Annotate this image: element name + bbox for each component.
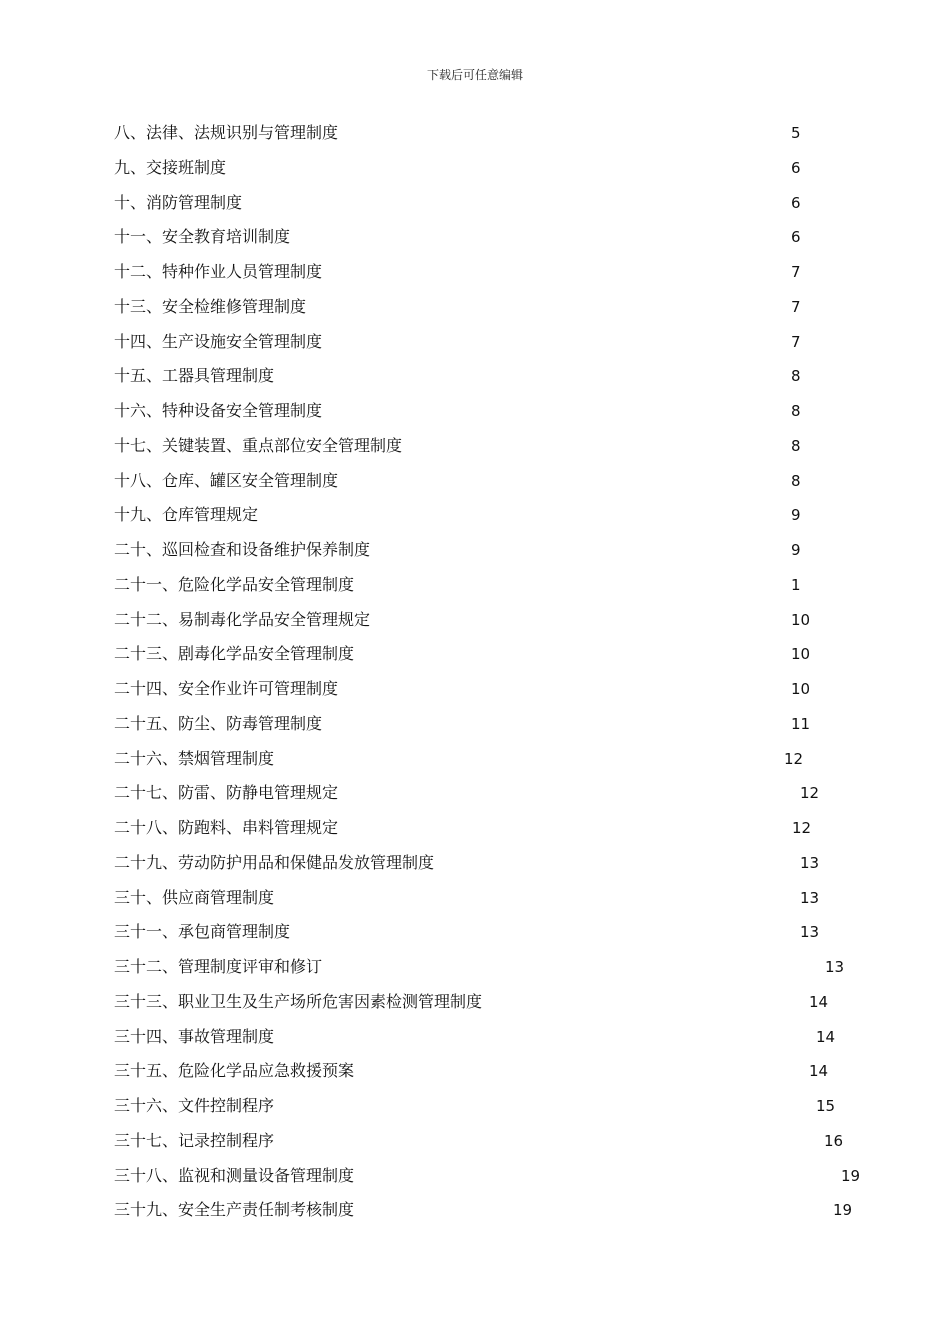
toc-entry-page: 14 <box>809 992 829 1011</box>
toc-entry-title: 三十七、记录控制程序 <box>114 1130 275 1150</box>
toc-entry-page: 12 <box>800 784 820 803</box>
toc-entry[interactable] <box>0 434 950 469</box>
toc-entry[interactable] <box>0 886 950 921</box>
toc-entry[interactable] <box>0 364 950 399</box>
toc-entry-page: 7 <box>791 297 801 316</box>
toc-entry-title: 二十二、易制毒化学品安全管理规定 <box>114 609 371 629</box>
toc-entry-page: 15 <box>816 1097 836 1115</box>
toc-entry[interactable] <box>0 225 950 260</box>
toc-entry-page: 19 <box>833 1201 853 1220</box>
toc-entry[interactable] <box>0 121 950 156</box>
toc-entry[interactable] <box>0 538 950 573</box>
toc-entry-title: 二十七、防雷、防静电管理规定 <box>114 783 339 803</box>
toc-entry-title: 八、法律、法规识别与管理制度 <box>114 123 339 142</box>
toc-entry[interactable] <box>0 851 950 886</box>
toc-entry[interactable] <box>0 642 950 677</box>
toc-entry-title: 三十五、危险化学品应急救援预案 <box>114 1061 355 1081</box>
toc-entry-title: 九、交接班制度 <box>114 157 227 177</box>
toc-entry-page: 10 <box>791 645 811 664</box>
toc-entry[interactable] <box>0 920 950 955</box>
toc-entry[interactable] <box>0 260 950 295</box>
table-of-contents <box>0 121 950 1233</box>
toc-entry[interactable] <box>0 1164 950 1199</box>
toc-entry-page: 7 <box>791 263 801 281</box>
toc-entry[interactable] <box>0 747 950 782</box>
toc-entry-title: 十七、关键装置、重点部位安全管理制度 <box>114 435 403 455</box>
toc-entry-title: 三十九、安全生产责任制考核制度 <box>114 1200 355 1220</box>
toc-entry-title: 二十一、危险化学品安全管理制度 <box>114 574 355 594</box>
page-header: 下载后可任意编辑 <box>426 68 523 82</box>
toc-entry-title: 二十八、防跑料、串料管理规定 <box>114 818 339 837</box>
toc-entry-page: 8 <box>791 402 801 420</box>
toc-entry-page: 19 <box>841 1166 861 1185</box>
toc-entry-page: 6 <box>791 228 801 247</box>
toc-entry-title: 三十一、承包商管理制度 <box>114 922 291 942</box>
toc-entry-title: 十四、生产设施安全管理制度 <box>114 331 323 351</box>
toc-entry-title: 十、消防管理制度 <box>114 192 243 212</box>
toc-entry-page: 12 <box>792 819 812 837</box>
toc-entry-title: 十一、安全教育培训制度 <box>114 227 291 247</box>
toc-entry-page: 8 <box>791 436 801 455</box>
toc-entry-title: 十九、仓库管理规定 <box>114 505 259 525</box>
toc-entry-page: 10 <box>791 680 811 698</box>
toc-entry[interactable] <box>0 573 950 608</box>
toc-entry[interactable] <box>0 816 950 851</box>
toc-entry-page: 13 <box>800 888 820 907</box>
toc-entry[interactable] <box>0 503 950 538</box>
toc-entry-page: 7 <box>791 332 801 351</box>
toc-entry[interactable] <box>0 295 950 330</box>
toc-entry-page: 13 <box>800 853 820 872</box>
toc-entry-title: 二十三、剧毒化学品安全管理制度 <box>114 644 355 664</box>
toc-entry-page: 5 <box>791 124 801 142</box>
toc-entry-title: 三十、供应商管理制度 <box>114 887 275 907</box>
toc-entry-page: 8 <box>791 471 801 490</box>
toc-entry-title: 十二、特种作业人员管理制度 <box>114 262 323 281</box>
toc-entry-title: 十六、特种设备安全管理制度 <box>114 401 323 420</box>
toc-entry-page: 14 <box>809 1062 829 1081</box>
toc-entry[interactable] <box>0 1198 950 1233</box>
toc-entry[interactable] <box>0 990 950 1025</box>
toc-entry-title: 十五、工器具管理制度 <box>114 366 275 386</box>
toc-entry[interactable] <box>0 1094 950 1129</box>
toc-entry[interactable] <box>0 469 950 504</box>
toc-entry-page: 13 <box>825 958 845 976</box>
toc-entry-title: 十三、安全检维修管理制度 <box>114 296 307 316</box>
toc-entry-page: 14 <box>816 1027 836 1046</box>
toc-entry[interactable] <box>0 1129 950 1164</box>
toc-entry-page: 11 <box>791 714 811 733</box>
toc-entry-page: 13 <box>800 923 820 942</box>
toc-entry[interactable] <box>0 330 950 365</box>
toc-entry-title: 十八、仓库、罐区安全管理制度 <box>114 470 339 490</box>
toc-entry[interactable] <box>0 1025 950 1060</box>
toc-entry-title: 三十二、管理制度评审和修订 <box>114 957 323 976</box>
toc-entry-page: 16 <box>824 1131 844 1150</box>
toc-entry-title: 三十八、监视和测量设备管理制度 <box>114 1165 355 1185</box>
toc-entry-title: 二十、巡回检查和设备维护保养制度 <box>114 540 371 559</box>
toc-entry-page: 12 <box>784 749 804 768</box>
toc-entry-page: 9 <box>791 541 801 559</box>
toc-entry-page: 10 <box>791 610 811 629</box>
toc-entry-title: 二十六、禁烟管理制度 <box>114 748 275 768</box>
toc-entry-title: 三十三、职业卫生及生产场所危害因素检测管理制度 <box>114 991 483 1011</box>
toc-entry-title: 二十四、安全作业许可管理制度 <box>114 679 339 698</box>
toc-entry[interactable] <box>0 677 950 712</box>
toc-entry-title: 三十四、事故管理制度 <box>114 1026 275 1046</box>
toc-entry[interactable] <box>0 608 950 643</box>
toc-entry-page: 1 <box>791 575 801 594</box>
toc-entry[interactable] <box>0 191 950 226</box>
toc-entry-page: 6 <box>791 158 801 177</box>
toc-entry[interactable] <box>0 955 950 990</box>
toc-entry[interactable] <box>0 399 950 434</box>
toc-entry-page: 9 <box>791 506 801 525</box>
toc-entry[interactable] <box>0 712 950 747</box>
toc-entry[interactable] <box>0 1059 950 1094</box>
toc-entry-title: 三十六、文件控制程序 <box>114 1096 275 1115</box>
toc-entry[interactable] <box>0 781 950 816</box>
toc-entry-page: 6 <box>791 193 801 212</box>
toc-entry-page: 8 <box>791 367 801 386</box>
toc-entry-title: 二十九、劳动防护用品和保健品发放管理制度 <box>114 852 435 872</box>
toc-entry[interactable] <box>0 156 950 191</box>
toc-entry-title: 二十五、防尘、防毒管理制度 <box>114 713 323 733</box>
